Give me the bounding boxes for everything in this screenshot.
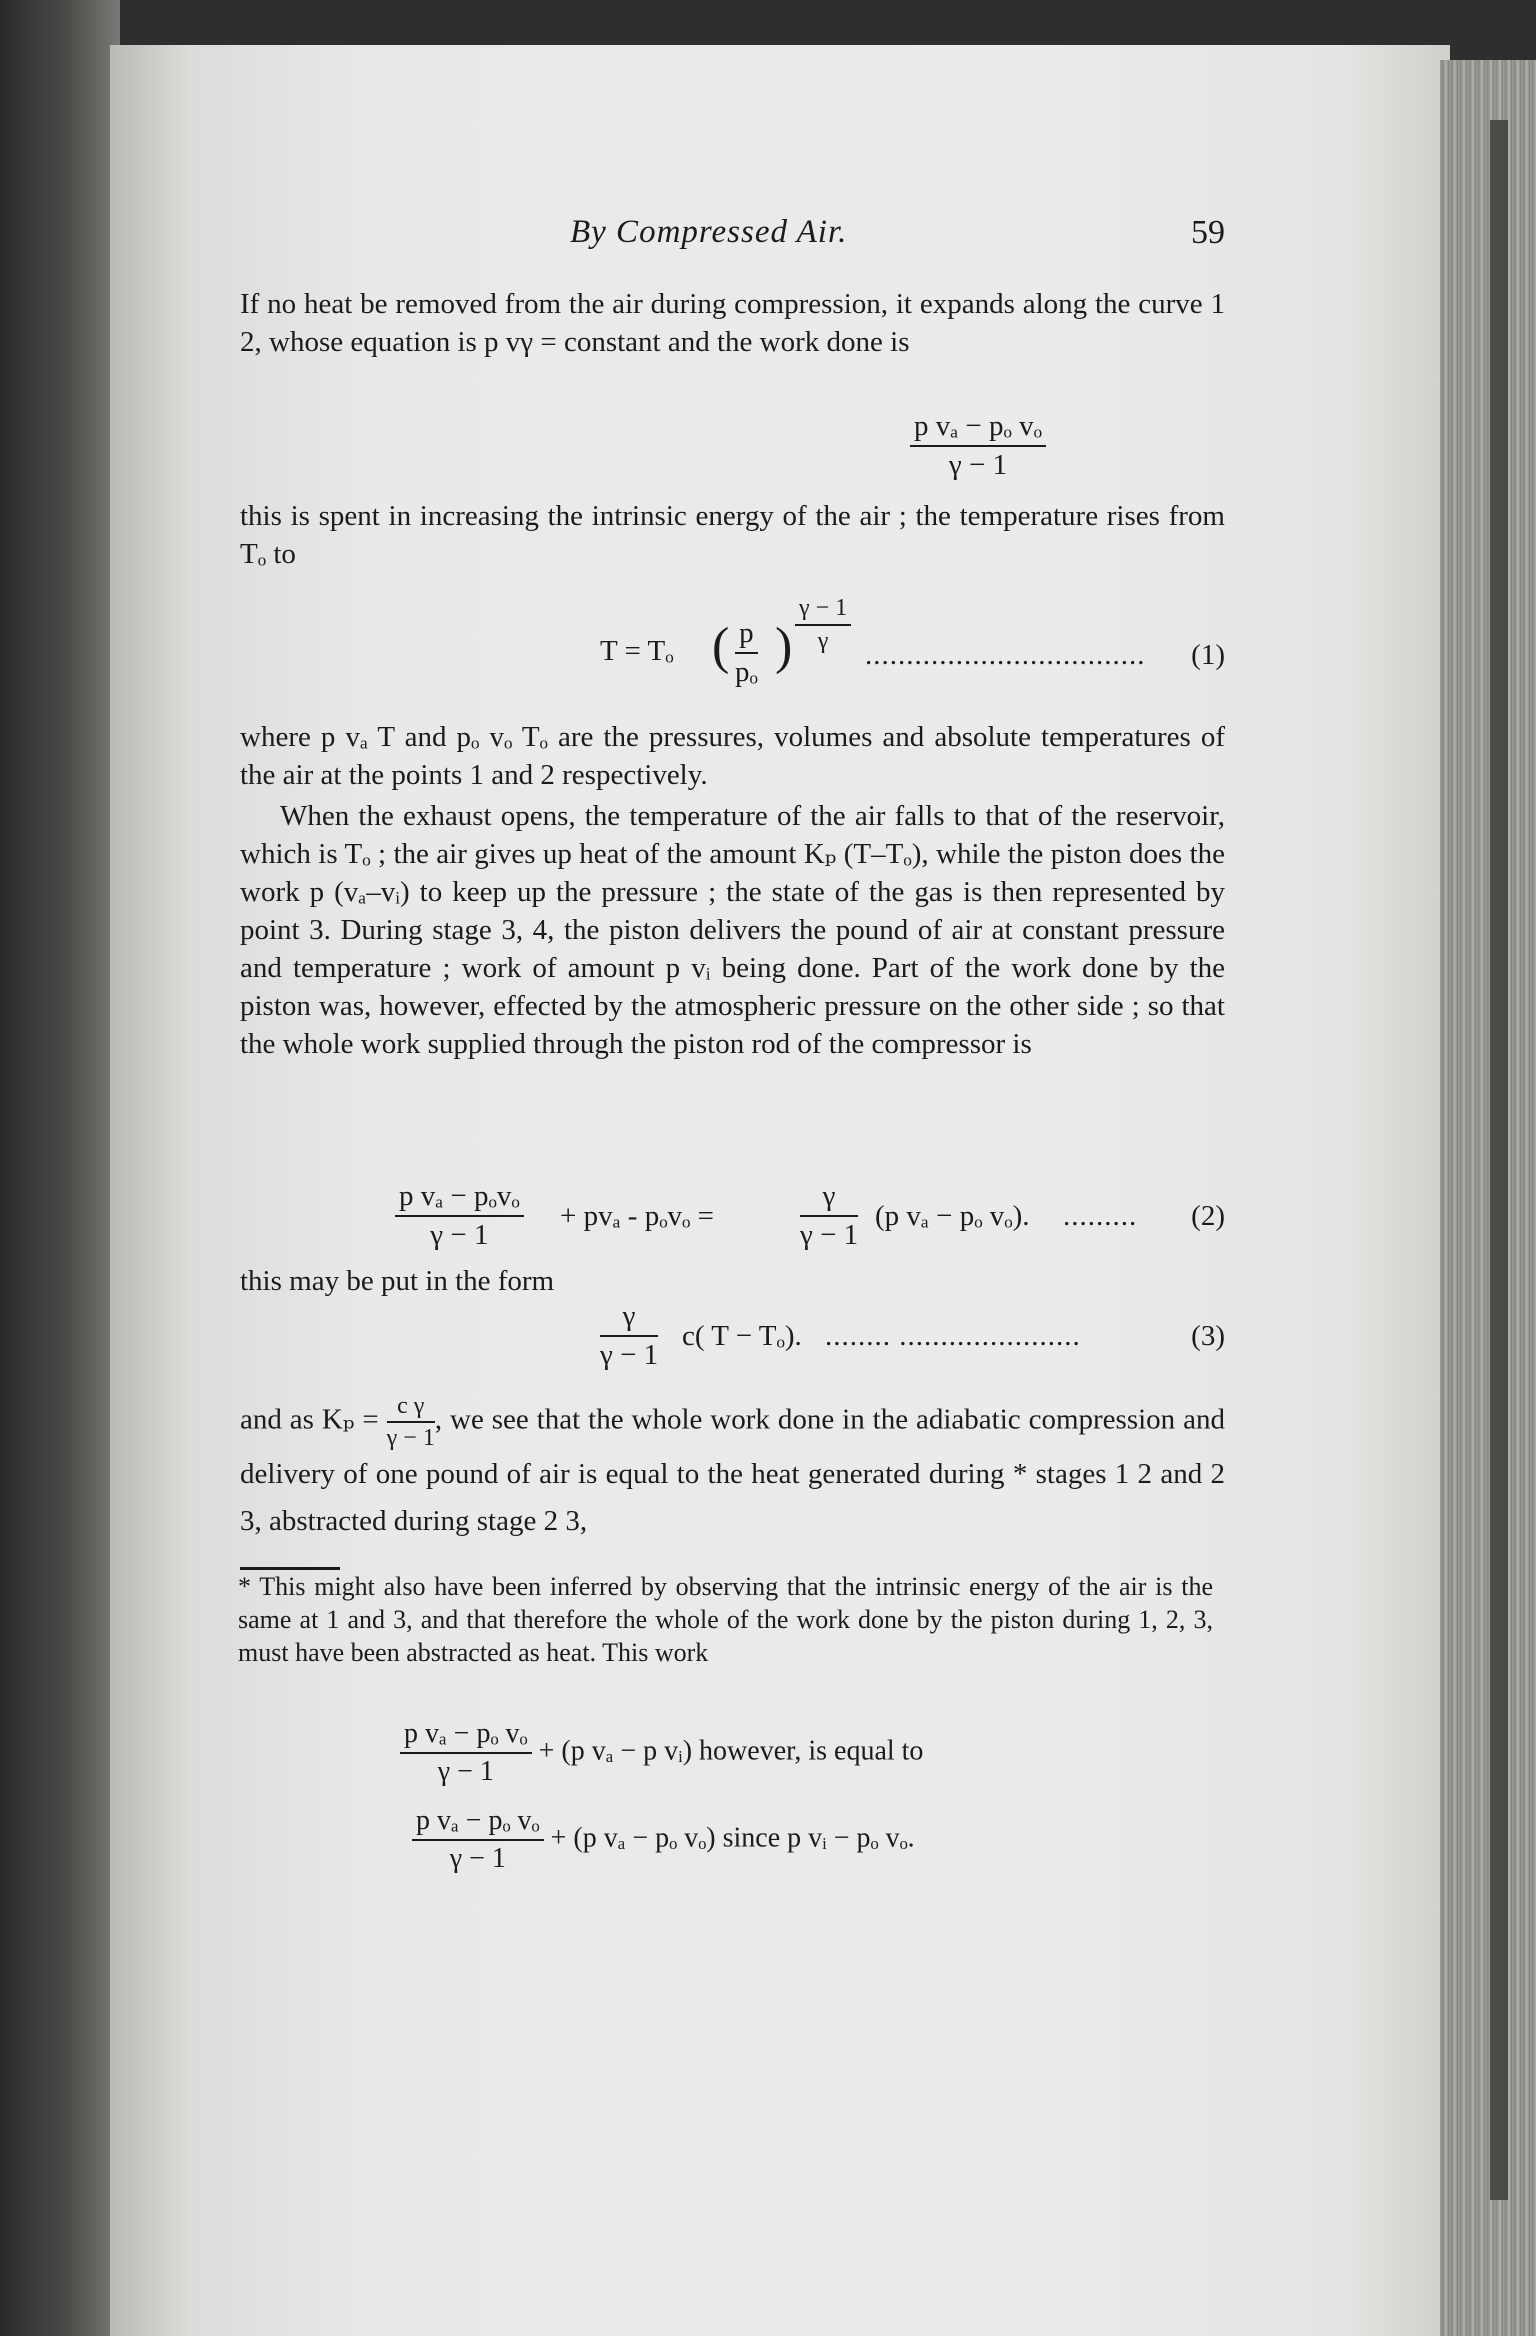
eq1-exponent bbox=[795, 595, 851, 655]
equation-3 bbox=[600, 1300, 1225, 1380]
exponent-numerator: γ − 1 bbox=[795, 595, 851, 626]
paragraph-6-rest: , we see that the whole work done in the adiabatic compression and delivery of one pound of air is equal to the heat generated during * stages 1 2 and 2 3, abstracted during stage 2 3, bbox=[240, 1403, 1225, 1537]
eq1-lhs: T = Tₒ bbox=[600, 635, 674, 667]
eq1-fraction bbox=[735, 617, 758, 689]
left-paren: ( bbox=[712, 618, 730, 675]
numerator: p vₐ − pₒvₒ bbox=[395, 1180, 524, 1217]
eq3-body: c( T − Tₒ). bbox=[682, 1320, 802, 1352]
equation-work bbox=[910, 410, 1046, 482]
paragraph-1: If no heat be removed from the air during compression, it expands along the curve 1 2, whose equation is p vγ = constant and the work done is bbox=[240, 288, 1225, 358]
equation-number-1: (1) bbox=[1191, 639, 1225, 671]
numerator: p vₐ − pₒ vₒ bbox=[412, 1805, 544, 1841]
numerator: γ bbox=[600, 1300, 658, 1337]
page-stack-shadow bbox=[1490, 120, 1508, 2200]
numerator: p vₐ − pₒ vₒ bbox=[910, 410, 1046, 447]
footnote-equation-a bbox=[400, 1718, 923, 1788]
exponent-denominator: γ bbox=[817, 628, 829, 654]
paragraph-4: When the exhaust opens, the temperature of the air falls to that of the reservoir, which is Tₒ ; the air gives up heat of the amount Kₚ (T–Tₒ), while the piston does the work p (vₐ–vᵢ) to keep up the pressure ; the state of the gas is then represented by point 3. During stage 3, 4, the piston delivers the pound of air at constant pressure and temperature ; work of amount p vᵢ being done. Part of the work done by the piston was, however, effected by the atmospheric pressure on the other side ; so that the whole work supplied through the piston rod of the compressor is bbox=[240, 800, 1225, 1060]
fraction bbox=[910, 410, 1046, 482]
denominator: γ − 1 bbox=[430, 1219, 489, 1251]
footnote-eq-b-tail: + (p vₐ − pₒ vₒ) since p vᵢ − pₒ vₒ. bbox=[550, 1822, 915, 1854]
denominator: γ − 1 bbox=[449, 1843, 506, 1874]
paragraph-2: this is spent in increasing the intrinsic energy of the air ; the temperature rises from Tₒ to bbox=[240, 500, 1225, 570]
equation-1 bbox=[600, 595, 1225, 695]
eq3-fraction bbox=[600, 1300, 658, 1372]
page-number: 59 bbox=[1191, 214, 1225, 251]
eq2-middle: + pvₐ - pₒvₒ = bbox=[560, 1200, 715, 1232]
eq1-leader: .................................. bbox=[865, 639, 1146, 671]
page-stack-edge bbox=[1440, 60, 1536, 2336]
equation-number-3: (3) bbox=[1191, 1320, 1225, 1352]
denominator: γ − 1 bbox=[437, 1756, 494, 1787]
numerator: p vₐ − pₒ vₒ bbox=[400, 1718, 532, 1754]
footnote-eq-a-fraction bbox=[400, 1718, 532, 1788]
left-page-edge bbox=[0, 0, 120, 2336]
eq3-leader: ........ ...................... bbox=[825, 1320, 1081, 1352]
eq2-tail: (p vₐ − pₒ vₒ). bbox=[875, 1200, 1030, 1232]
paragraph-3: where p vₐ T and pₒ vₒ Tₒ are the pressures, volumes and absolute temperatures of the air at the points 1 and 2 respectively. bbox=[240, 721, 1225, 791]
footnote-eq-b-fraction bbox=[412, 1805, 544, 1875]
eq2-fraction-1 bbox=[395, 1180, 524, 1252]
paragraph-6 bbox=[240, 1393, 1225, 1545]
numerator: c γ bbox=[387, 1393, 435, 1423]
denominator: pₒ bbox=[735, 656, 758, 688]
running-head bbox=[240, 210, 1225, 260]
denominator: γ − 1 bbox=[386, 1425, 435, 1451]
eq2-fraction-2 bbox=[800, 1180, 858, 1252]
numerator: γ bbox=[800, 1180, 858, 1217]
equation-2 bbox=[395, 1180, 1225, 1260]
paragraph-6-lead: and as Kₚ = bbox=[240, 1403, 379, 1436]
denominator: γ − 1 bbox=[948, 449, 1008, 481]
paragraph-5: this may be put in the form bbox=[240, 1265, 555, 1297]
running-title: By Compressed Air. bbox=[570, 214, 848, 250]
right-paren: ) bbox=[775, 618, 793, 675]
numerator: p bbox=[735, 617, 758, 654]
denominator: γ − 1 bbox=[800, 1219, 859, 1251]
footnote-eq-a-tail: + (p vₐ − p vᵢ) however, is equal to bbox=[538, 1735, 924, 1767]
equation-number-2: (2) bbox=[1191, 1200, 1225, 1232]
denominator: γ − 1 bbox=[600, 1339, 659, 1371]
footnote-text: * This might also have been inferred by observing that the intrinsic energy of the air is the same at 1 and 3, and that therefore the whole of the work done by the piston during 1, 2, 3, must have been abstracted as heat. This work bbox=[238, 1572, 1213, 1667]
kp-fraction bbox=[387, 1393, 435, 1451]
eq2-leader: ......... bbox=[1063, 1200, 1138, 1232]
footnote-equation-b bbox=[412, 1805, 915, 1875]
